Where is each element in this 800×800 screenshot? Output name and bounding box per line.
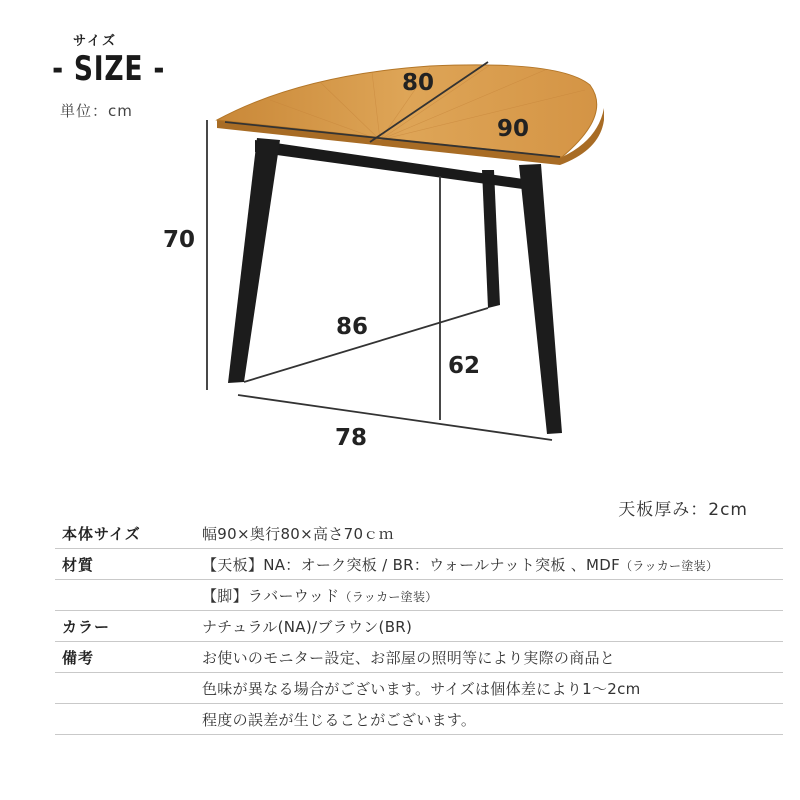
- spec-label: カラー: [62, 617, 111, 636]
- spec-value-main: 【天板】NA：オーク突板 / BR：ウォールナット突板 、MDF: [202, 555, 621, 574]
- spec-value: 色味が異なる場合がございます。サイズは個体差により1～2cm: [202, 679, 641, 698]
- spec-row-material-leg: [55, 580, 783, 611]
- spec-value: [202, 554, 783, 575]
- spec-row-notes-2: [55, 673, 783, 704]
- spec-value-main: 【脚】ラバーウッド: [202, 586, 340, 605]
- spec-table: [55, 518, 783, 735]
- size-title: - SIZE -: [52, 49, 166, 89]
- table-leg-front-left: [228, 138, 280, 383]
- spec-label: 本体サイズ: [62, 524, 141, 543]
- spec-row-notes-3: [55, 704, 783, 735]
- spec-row-material: [55, 549, 783, 580]
- table-leg-back-left: [482, 170, 500, 308]
- dim-base-width: 78: [335, 425, 368, 451]
- spec-value-note: （ラッカー塗装）: [620, 558, 719, 573]
- spec-value: 幅90×奥行80×高さ70ｃｍ: [202, 524, 394, 543]
- table-leg-front-right: [519, 164, 562, 434]
- spec-row-notes: [55, 642, 783, 673]
- top-thickness-note: 天板厚み：2cm: [618, 500, 748, 520]
- spec-row-color: [55, 611, 783, 642]
- spec-value: 程度の誤差が生じることがございます。: [202, 710, 477, 729]
- spec-value: [202, 585, 783, 606]
- spec-label: 備考: [62, 648, 95, 667]
- spec-value: ナチュラル(NA)/ブラウン(BR): [202, 617, 413, 636]
- dim-base-diagonal: 86: [336, 314, 369, 340]
- dim-height: 70: [163, 227, 196, 253]
- spec-label: 材質: [62, 555, 95, 574]
- unit-label: 単位：cm: [60, 102, 133, 120]
- dim-top-depth: 80: [402, 70, 435, 96]
- spec-value-note: （ラッカー塗装）: [339, 589, 438, 604]
- dim-top-width: 90: [497, 116, 530, 142]
- spec-row-size: [55, 518, 783, 549]
- size-kana: サイズ: [73, 34, 117, 49]
- dim-leg-height: 62: [448, 353, 481, 379]
- spec-value: お使いのモニター設定、お部屋の照明等により実際の商品と: [202, 648, 616, 667]
